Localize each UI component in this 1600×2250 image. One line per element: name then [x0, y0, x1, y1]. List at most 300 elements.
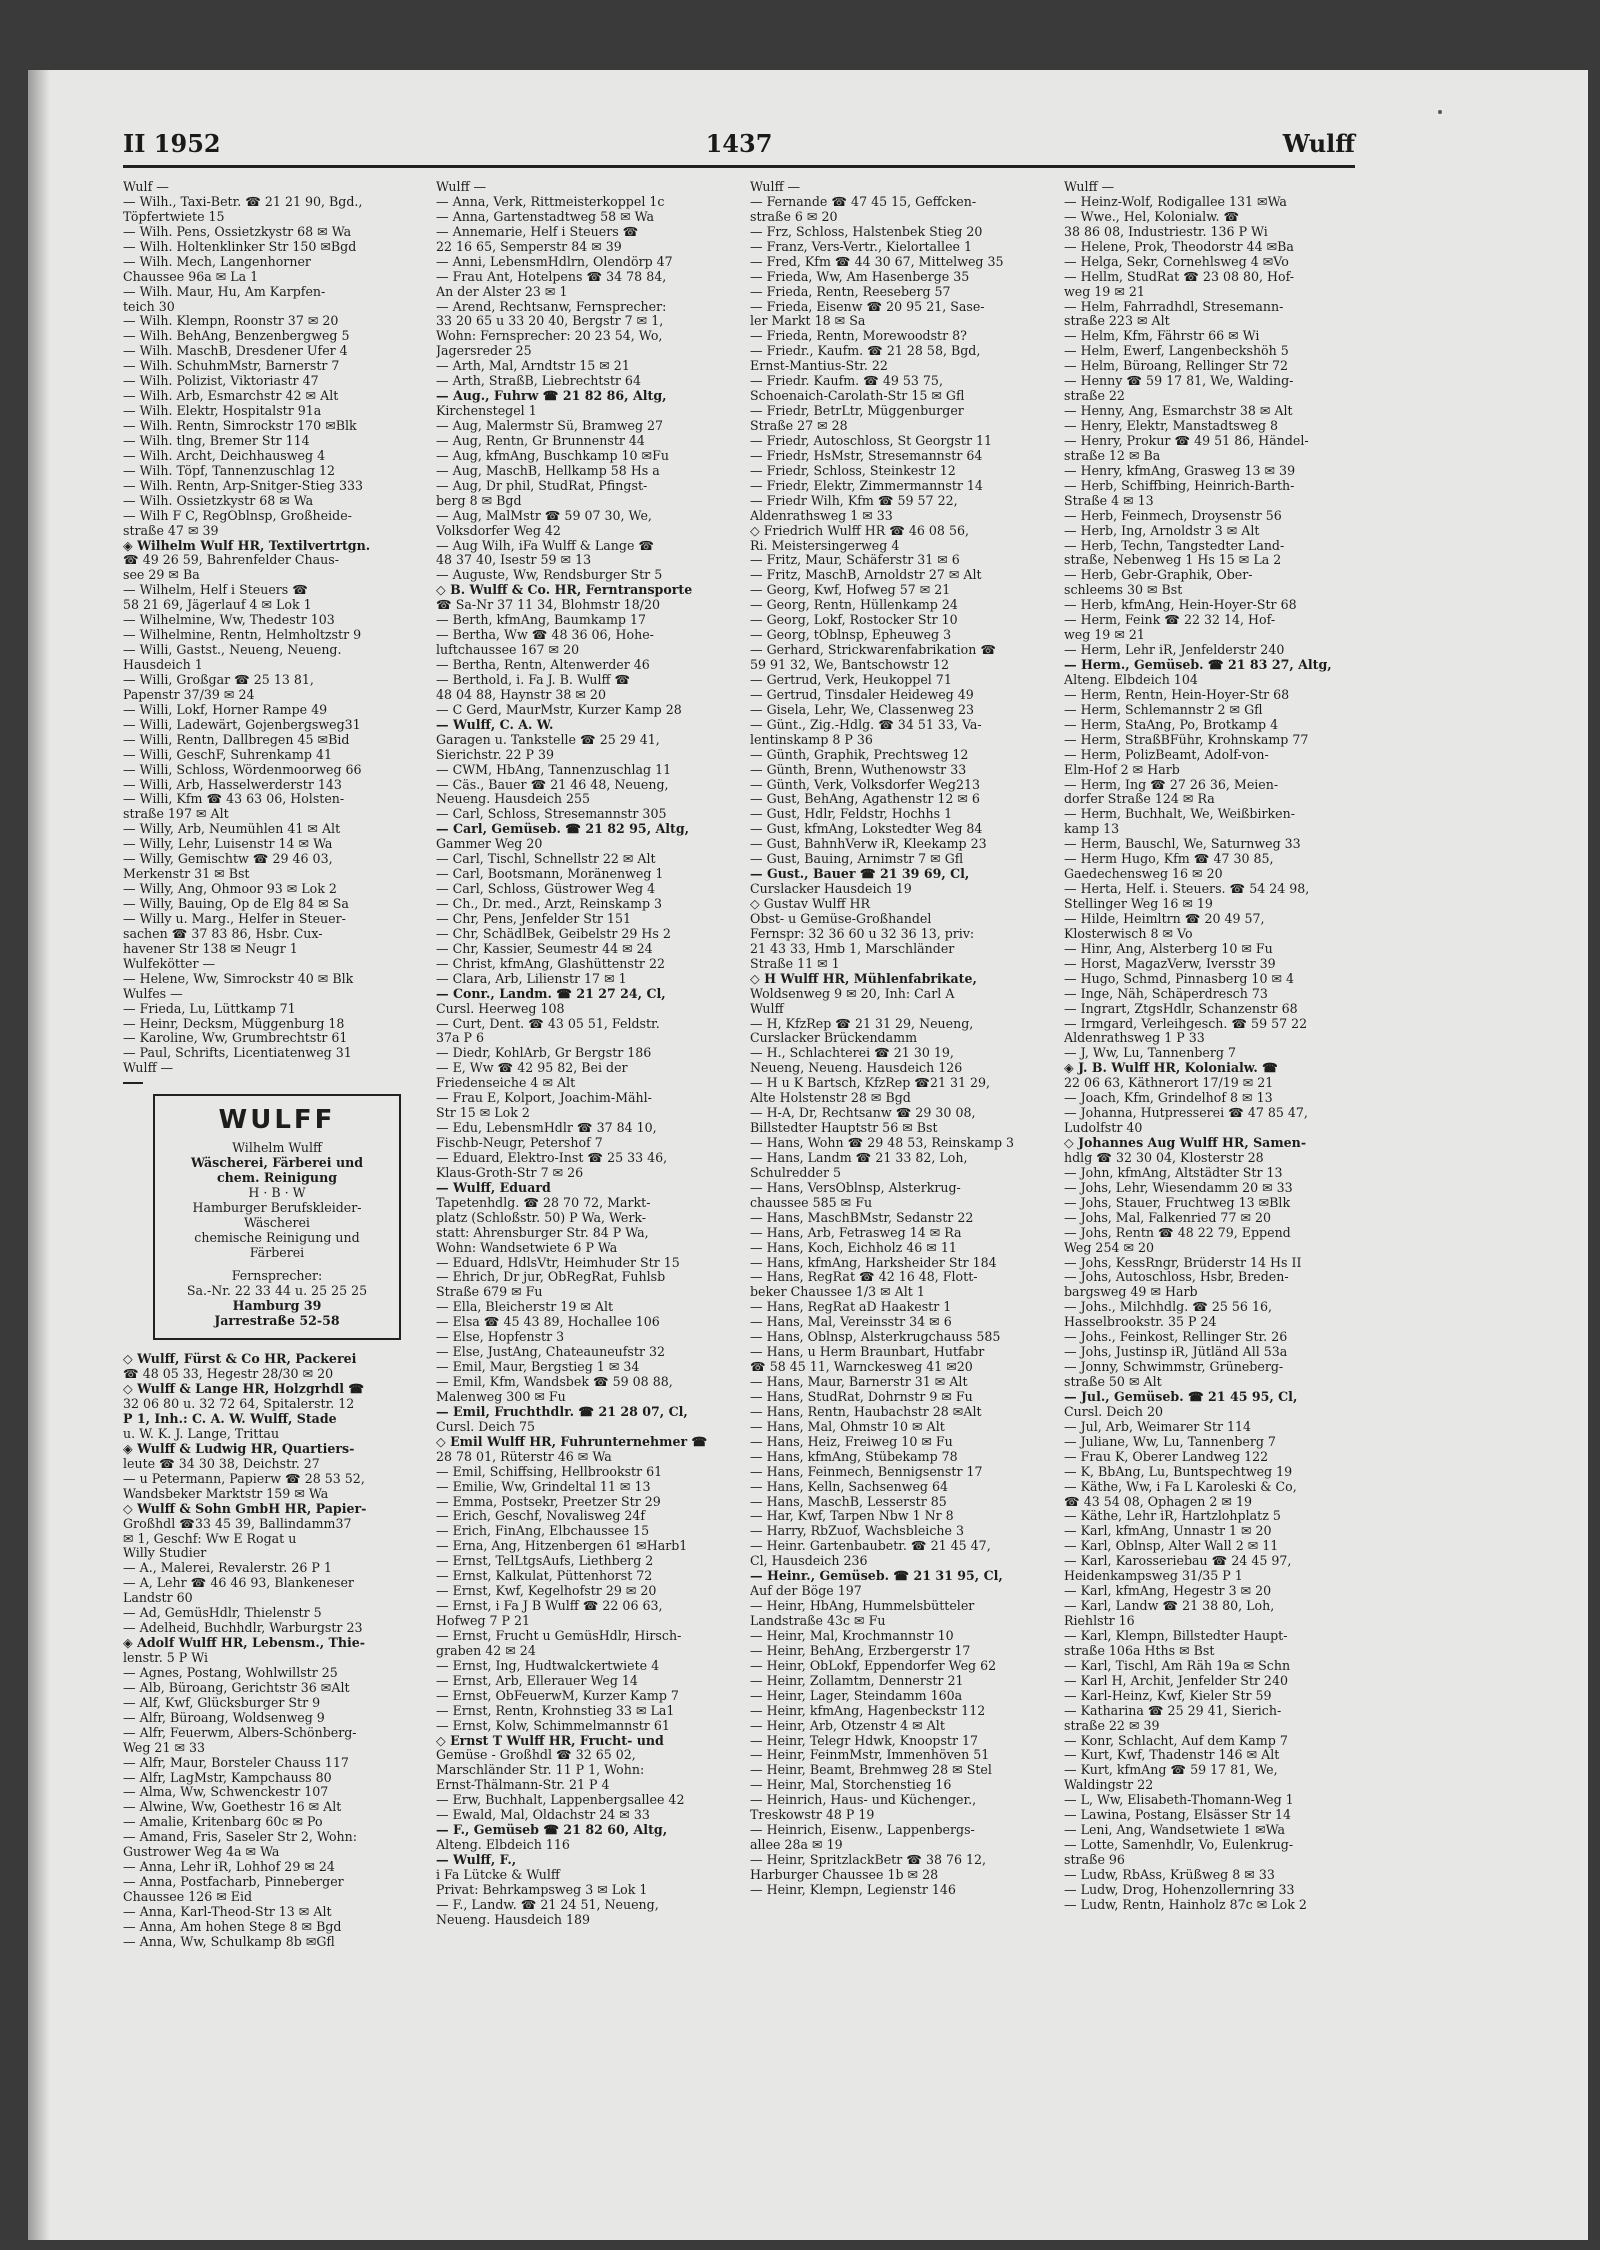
- ad-line: Hamburg 39: [232, 1298, 322, 1314]
- directory-entry: sachen ☎ 37 83 86, Hsbr. Cux-: [123, 926, 323, 941]
- directory-entry: — Karoline, Ww, Grumbrechtstr 61: [123, 1031, 348, 1046]
- directory-entry: — Herm, Rentn, Hein-Hoyer-Str 68: [1064, 687, 1290, 702]
- directory-entry: — Gisela, Lehr, We, Classenweg 23: [750, 702, 975, 717]
- directory-entry: — Gerhard, Strickwarenfabrikation ☎: [750, 643, 997, 658]
- directory-entry: Schoenaich-Carolath-Str 15 ✉ Gfl: [750, 389, 965, 404]
- directory-entry: — Heinrich, Eisenw., Lappenbergs-: [750, 1823, 975, 1838]
- directory-entry: — Anna, Postfacharb, Pinneberger: [123, 1875, 344, 1890]
- directory-entry: — Else, JustAng, Chateauneufstr 32: [436, 1345, 665, 1360]
- directory-entry: — Bertha, Rentn, Altenwerder 46: [436, 658, 650, 672]
- directory-entry: Alte Holstenstr 28 ✉ Bgd: [750, 1091, 911, 1106]
- directory-entry: — Anna, Gartenstadtweg 58 ✉ Wa: [436, 209, 655, 224]
- directory-entry: — Emma, Postsekr, Preetzer Str 29: [436, 1494, 661, 1509]
- directory-entry: — Wwe., Hel, Kolonialw. ☎: [1064, 209, 1240, 224]
- directory-entry: — Alma, Ww, Schwenckestr 107: [123, 1785, 329, 1800]
- directory-entry: — Cäs., Bauer ☎ 21 46 48, Neueng,: [436, 777, 669, 792]
- directory-entry: 48 04 88, Haynstr 38 ✉ 20: [436, 687, 606, 702]
- directory-entry: — Conr., Landm. ☎ 21 27 24, Cl,: [436, 986, 666, 1001]
- directory-entry: — Hans, Feinmech, Bennigsenstr 17: [750, 1464, 983, 1479]
- directory-entry: — Willi, Gastst., Neueng, Neueng.: [123, 643, 342, 658]
- directory-entry: — Friedr. Kaufm. ☎ 49 53 75,: [750, 374, 943, 389]
- directory-entry: ◇ Emil Wulff HR, Fuhrunternehmer ☎: [436, 1434, 708, 1449]
- directory-entry: kamp 13: [1064, 822, 1120, 837]
- directory-entry: — Katharina ☎ 25 29 41, Sierich-: [1064, 1703, 1282, 1718]
- directory-entry: Curslacker Hausdeich 19: [750, 882, 912, 897]
- directory-entry: — Carl, Tischl, Schnellstr 22 ✉ Alt: [436, 852, 656, 867]
- directory-entry: ☎ 58 45 11, Warnckesweg 41 ✉20: [750, 1360, 973, 1375]
- directory-entry: — Gust, BehAng, Agathenstr 12 ✉ 6: [750, 792, 980, 807]
- directory-entry: — Wilh. Elektr, Hospitalstr 91a: [123, 404, 322, 419]
- directory-entry: — Paul, Schrifts, Licentiatenweg 31: [123, 1046, 352, 1061]
- directory-entry: — Georg, Kwf, Hofweg 57 ✉ 21: [750, 583, 951, 598]
- directory-entry: — Heinr, Decksm, Müggenburg 18: [123, 1016, 345, 1031]
- directory-entry: — Herb, kfmAng, Hein-Hoyer-Str 68: [1064, 598, 1297, 613]
- directory-entry: — Carl, Schloss, Stresemannstr 305: [436, 807, 667, 822]
- directory-entry: — Lotte, Samenhdlr, Vo, Eulenkrug-: [1064, 1838, 1294, 1853]
- directory-entry: allee 28a ✉ 19: [750, 1838, 843, 1853]
- ad-line: Wäscherei, Färberei und: [190, 1155, 364, 1171]
- directory-entry: — Hans, Mal, Ohmstr 10 ✉ Alt: [750, 1419, 945, 1434]
- directory-entry: Waldingstr 22: [1064, 1778, 1154, 1793]
- directory-entry: Wohn: Fernsprecher: 20 23 54, Wo,: [436, 329, 663, 344]
- directory-entry: — u Petermann, Papierw ☎ 28 53 52,: [123, 1471, 365, 1486]
- directory-entry: — Heinr, Mal, Storchenstieg 16: [750, 1778, 952, 1793]
- ad-line: H · B · W: [248, 1185, 306, 1201]
- directory-entry: — Emil, Fruchthdlr. ☎ 21 28 07, Cl,: [436, 1404, 688, 1419]
- directory-entry: — Hellm, StudRat ☎ 23 08 80, Hof-: [1064, 269, 1295, 284]
- directory-entry: schleems 30 ✉ Bst: [1064, 583, 1183, 598]
- directory-entry: Heidenkampsweg 31/35 P 1: [1064, 1569, 1243, 1584]
- directory-entry: — Arth, Mal, Arndtstr 15 ✉ 21: [436, 359, 630, 374]
- directory-entry: — Hans, kfmAng, Stübekamp 78: [750, 1449, 958, 1464]
- directory-entry: — Wilh. tlng, Bremer Str 114: [123, 433, 310, 448]
- directory-entry: — Wilh. Klempn, Roonstr 37 ✉ 20: [123, 314, 339, 329]
- directory-entry: Straße 4 ✉ 13: [1064, 493, 1154, 508]
- directory-entry: — Heinr, Lager, Steindamm 160a: [750, 1688, 963, 1703]
- directory-entry: — Ella, Bleicherstr 19 ✉ Alt: [436, 1300, 614, 1315]
- directory-entry: — Aug., Fuhrw ☎ 21 82 86, Altg,: [436, 389, 667, 404]
- directory-entry: — Wilhelmine, Ww, Thedestr 103: [123, 613, 335, 628]
- directory-entry: berg 8 ✉ Bgd: [436, 493, 522, 508]
- directory-entry: — Aug, MaschB, Hellkamp 58 Hs a: [436, 463, 660, 478]
- directory-entry: 37a P 6: [436, 1031, 485, 1046]
- directory-entry: ◇ Wulff & Lange HR, Holzgrhdl ☎: [123, 1382, 365, 1397]
- directory-entry: — Friedr, BetrLtr, Müggenburger: [750, 404, 964, 419]
- directory-entry: — Adelheid, Buchhdlr, Warburgstr 23: [123, 1621, 363, 1636]
- directory-entry: — Henny, Ang, Esmarchstr 38 ✉ Alt: [1064, 404, 1293, 419]
- directory-entry: — Ernst, Ing, Hudtwalckertwiete 4: [436, 1658, 660, 1673]
- directory-entry: straße 50 ✉ Alt: [1064, 1375, 1162, 1389]
- directory-entry: — Joach, Kfm, Grindelhof 8 ✉ 13: [1064, 1091, 1273, 1106]
- directory-entry: — Karl, Klempn, Billstedter Haupt-: [1064, 1628, 1288, 1643]
- directory-entry: — Heinr, ObLokf, Eppendorfer Weg 62: [750, 1658, 997, 1673]
- directory-entry: — Alfr, Büroang, Woldsenweg 9: [123, 1710, 325, 1725]
- directory-entry: ◇ Ernst T Wulff HR, Frucht- und: [436, 1733, 664, 1748]
- directory-entry: — Karl, Oblnsp, Alter Wall 2 ✉ 11: [1064, 1539, 1279, 1554]
- directory-entry: — Fritz, MaschB, Arnoldstr 27 ✉ Alt: [750, 568, 982, 583]
- directory-entry: lenstr. 5 P Wi: [123, 1651, 209, 1665]
- directory-entry: — Helm, Fahrradhdl, Stresemann-: [1064, 299, 1284, 314]
- directory-entry: — Eduard, Elektro-Inst ☎ 25 33 46,: [436, 1150, 668, 1165]
- directory-entry: Friedenseiche 4 ✉ Alt: [436, 1076, 576, 1091]
- directory-entry: — Wilhelmine, Rentn, Helmholtzstr 9: [123, 628, 362, 643]
- directory-entry: — Alfr, LagMstr, Kampchauss 80: [123, 1770, 332, 1785]
- directory-entry: — Herm., Gemüseb. ☎ 21 83 27, Altg,: [1064, 658, 1332, 672]
- directory-entry: — Johs, Lehr, Wiesendamm 20 ✉ 33: [1064, 1180, 1293, 1195]
- directory-entry: 21 43 33, Hmb 1, Marschländer: [750, 941, 955, 956]
- directory-entry: — Johs, Justinsp iR, Jütländ All 53a: [1064, 1345, 1288, 1360]
- directory-entry: bargsweg 49 ✉ Harb: [1064, 1285, 1198, 1300]
- directory-entry: — Herta, Helf. i. Steuers. ☎ 54 24 98,: [1064, 882, 1310, 897]
- directory-entry: 58 21 69, Jägerlauf 4 ✉ Lok 1: [123, 598, 312, 613]
- directory-entry: 22 16 65, Semperstr 84 ✉ 39: [436, 239, 622, 254]
- directory-entry: — Edu, LebensmHdlr ☎ 37 84 10,: [436, 1121, 657, 1136]
- directory-entry: — Kurt, Kwf, Thadenstr 146 ✉ Alt: [1064, 1748, 1280, 1763]
- directory-entry: — Ludw, Rentn, Hainholz 87c ✉ Lok 2: [1064, 1897, 1307, 1912]
- directory-entry: — Hans, RegRat aD Haakestr 1: [750, 1300, 952, 1315]
- directory-entry: — Karl, Landw ☎ 21 38 80, Loh,: [1064, 1599, 1275, 1614]
- directory-entry: Hausdeich 1: [123, 658, 203, 672]
- directory-entry: Straße 11 ✉ 1: [750, 956, 840, 971]
- directory-entry: — Karl-Heinz, Kwf, Kieler Str 59: [1064, 1688, 1272, 1703]
- directory-entry: — Anna, Ww, Schulkamp 8b ✉Gfl: [123, 1934, 335, 1949]
- directory-entry: straße 6 ✉ 20: [750, 209, 838, 224]
- directory-entry: weg 19 ✉ 21: [1064, 628, 1145, 643]
- directory-entry: — Friedr, HsMstr, Stresemannstr 64: [750, 448, 983, 463]
- directory-entry: luftchaussee 167 ✉ 20: [436, 643, 580, 658]
- directory-entry: teich 30: [123, 299, 175, 314]
- directory-entry: — Frieda, Ww, Am Hasenberge 35: [750, 269, 970, 284]
- directory-entry: — Frieda, Lu, Lüttkamp 71: [123, 1001, 296, 1016]
- directory-entry: — Wulff, C. A. W.: [436, 717, 554, 732]
- directory-entry: ◇ B. Wulff & Co. HR, Ferntransporte: [436, 583, 693, 598]
- directory-entry: — Hans, Landm ☎ 21 33 82, Loh,: [750, 1150, 968, 1165]
- directory-entry: ☎ Sa-Nr 37 11 34, Blohmstr 18/20: [436, 598, 660, 613]
- directory-entry: — Berthold, i. Fa J. B. Wulff ☎: [436, 672, 631, 687]
- directory-entry: — Heinr, Telegr Hdwk, Knoopstr 17: [750, 1733, 979, 1748]
- directory-entry: — Heinr, Klempn, Legienstr 146: [750, 1882, 956, 1897]
- directory-entry: — F., Landw. ☎ 21 24 51, Neueng,: [436, 1897, 659, 1912]
- directory-entry: ☎ 43 54 08, Ophagen 2 ✉ 19: [1064, 1494, 1253, 1509]
- directory-entry: — Wilh. Pens, Ossietzkystr 68 ✉ Wa: [123, 224, 352, 239]
- directory-entry: — Wilh. Maur, Hu, Am Karpfen-: [123, 284, 326, 299]
- directory-entry: — Frieda, Rentn, Reeseberg 57: [750, 284, 951, 299]
- directory-entry: — Gust, BahnhVerw iR, Kleekamp 23: [750, 837, 987, 852]
- directory-entry: — Günth, Graphik, Prechtsweg 12: [750, 747, 969, 762]
- directory-entry: — Aug, Dr phil, StudRat, Pfingst-: [436, 478, 648, 493]
- directory-entry: — Heinr, HbAng, Hummelsbütteler: [750, 1599, 975, 1614]
- directory-entry: — Ernst, Kalkulat, Püttenhorst 72: [436, 1569, 653, 1584]
- speck: [1438, 110, 1442, 114]
- directory-entry: — Agnes, Postang, Wohlwillstr 25: [123, 1665, 338, 1680]
- directory-entry: — Herb, Feinmech, Droysenstr 56: [1064, 508, 1282, 523]
- directory-entry: ☎ 48 05 33, Hegestr 28/30 ✉ 20: [123, 1367, 334, 1382]
- directory-entry: — Gertrud, Tinsdaler Heideweg 49: [750, 687, 974, 702]
- directory-entry: — Fred, Kfm ☎ 44 30 67, Mittelweg 35: [750, 254, 1004, 269]
- directory-entry: — Hinr, Ang, Alsterberg 10 ✉ Fu: [1064, 941, 1273, 956]
- directory-entry: — Leni, Ang, Wandsetwiete 1 ✉Wa: [1064, 1823, 1286, 1838]
- ad-line: chemische Reinigung und: [194, 1230, 360, 1246]
- directory-entry: Chaussee 126 ✉ Eid: [123, 1890, 253, 1904]
- directory-entry: — Herb, Gebr-Graphik, Ober-: [1064, 568, 1253, 583]
- directory-entry: — Herm, StaAng, Po, Brotkamp 4: [1064, 717, 1279, 732]
- directory-entry: chaussee 585 ✉ Fu: [750, 1195, 873, 1210]
- directory-entry: — Wilh. BehAng, Benzenbergweg 5: [123, 329, 350, 344]
- directory-entry: Schulredder 5: [750, 1165, 842, 1180]
- directory-entry: Klosterwisch 8 ✉ Vo: [1064, 926, 1193, 941]
- directory-entry: straße, Nebenweg 1 Hs 15 ✉ La 2: [1064, 553, 1282, 568]
- directory-entry: — Alfr, Maur, Borsteler Chauss 117: [123, 1755, 349, 1770]
- directory-entry: ler Markt 18 ✉ Sa: [750, 314, 866, 329]
- directory-entry: — Johs., Feinkost, Rellinger Str. 26: [1064, 1330, 1288, 1345]
- directory-entry: ◇ H Wulff HR, Mühlenfabrikate,: [750, 971, 977, 986]
- directory-entry: Aldenrathsweg 1 P 33: [1064, 1031, 1205, 1046]
- directory-entry: 48 37 40, Isestr 59 ✉ 13: [436, 553, 592, 568]
- directory-entry: Wulff —: [123, 1061, 174, 1076]
- directory-entry: — Berth, kfmAng, Baumkamp 17: [436, 613, 646, 628]
- ad-line: Jarrestraße 52-58: [214, 1313, 340, 1329]
- directory-entry: — Karl, kfmAng, Unnastr 1 ✉ 20: [1064, 1524, 1272, 1539]
- directory-entry: Wulfes —: [123, 986, 183, 1001]
- column-4: [1064, 180, 1356, 1913]
- directory-entry: hdlg ☎ 32 30 04, Klosterstr 28: [1064, 1150, 1264, 1165]
- directory-entry: — Carl, Schloss, Güstrower Weg 4: [436, 882, 656, 897]
- directory-entry: Papenstr 37/39 ✉ 24: [123, 687, 255, 702]
- directory-entry: — Günth, Brenn, Wuthenowstr 33: [750, 762, 967, 777]
- directory-entry: — Hans, Maur, Barnerstr 31 ✉ Alt: [750, 1375, 968, 1389]
- directory-entry: straße 96: [1064, 1853, 1125, 1867]
- directory-entry: ☎ 49 26 59, Bahrenfelder Chaus-: [123, 553, 340, 568]
- directory-entry: — Johs., Milchhdlg. ☎ 25 56 16,: [1064, 1300, 1272, 1315]
- directory-entry: Merkenstr 31 ✉ Bst: [123, 867, 250, 882]
- directory-entry: — Hans, MaschBMstr, Sedanstr 22: [750, 1210, 974, 1225]
- directory-entry: — Hans, Rentn, Haubachstr 28 ✉Alt: [750, 1404, 982, 1419]
- directory-entry: — Heinr, FeinmMstr, Immenhöven 51: [750, 1748, 990, 1763]
- directory-entry: — Heinr, Beamt, Brehmweg 28 ✉ Stel: [750, 1763, 992, 1778]
- directory-entry: Jagersreder 25: [436, 344, 532, 359]
- directory-entry: ◈ Wilhelm Wulf HR, Textilvertrtgn.: [123, 538, 371, 553]
- directory-entry: — Heinr, Zollamtm, Dennerstr 21: [750, 1673, 964, 1688]
- directory-entry: — Wilh. Töpf, Tannenzuschlag 12: [123, 463, 335, 478]
- directory-entry: — Jonny, Schwimmstr, Grüneberg-: [1064, 1360, 1284, 1375]
- directory-entry: — Herb, Schiffbing, Heinrich-Barth-: [1064, 478, 1295, 493]
- ad-line: Fernsprecher:: [231, 1268, 323, 1284]
- ad-line: Hamburger Berufskleider-: [192, 1200, 362, 1216]
- directory-entry: Neueng, Neueng. Hausdeich 126: [750, 1061, 963, 1076]
- directory-entry: Neueng. Hausdeich 189: [436, 1912, 591, 1927]
- directory-entry: see 29 ✉ Ba: [123, 568, 200, 583]
- directory-entry: — Anna, Karl-Theod-Str 13 ✉ Alt: [123, 1904, 332, 1919]
- directory-entry: — Aug, Malermstr Sü, Bramweg 27: [436, 419, 664, 433]
- directory-entry: — L, Ww, Elisabeth-Thomann-Weg 1: [1064, 1793, 1294, 1808]
- directory-entry: — Käthe, Ww, i Fa L Karoleski & Co,: [1064, 1479, 1297, 1494]
- directory-entry: — Gust, kfmAng, Lokstedter Weg 84: [750, 822, 983, 837]
- directory-entry: — Käthe, Lehr iR, Hartzlohplatz 5: [1064, 1509, 1281, 1524]
- directory-entry: — Alb, Büroang, Gerichtstr 36 ✉Alt: [123, 1680, 350, 1695]
- directory-entry: Ernst-Mantius-Str. 22: [750, 359, 888, 374]
- directory-entry: — Ch., Dr. med., Arzt, Reinskamp 3: [436, 897, 663, 911]
- directory-entry: — Willy, Arb, Neumühlen 41 ✉ Alt: [123, 822, 341, 837]
- directory-entry: — Hugo, Schmd, Pinnasberg 10 ✉ 4: [1064, 971, 1295, 986]
- directory-entry: — Willi, Rentn, Dallbregen 45 ✉Bid: [123, 732, 350, 747]
- directory-entry: — Hans, Arb, Fetrasweg 14 ✉ Ra: [750, 1225, 962, 1240]
- directory-entry: — Herm, Ing ☎ 27 26 36, Meien-: [1064, 777, 1279, 792]
- directory-entry: — Emil, Kfm, Wandsbek ☎ 59 08 88,: [436, 1375, 673, 1389]
- directory-entry: Neueng. Hausdeich 255: [436, 792, 591, 807]
- directory-entry: — Elsa ☎ 45 43 89, Hochallee 106: [436, 1315, 660, 1330]
- directory-entry: — Henny ☎ 59 17 81, We, Walding-: [1064, 374, 1294, 389]
- directory-entry: — Wilh. SchuhmMstr, Barnerstr 7: [123, 359, 340, 374]
- directory-entry: ◇ Gustav Wulff HR: [750, 897, 870, 911]
- directory-entry: straße 197 ✉ Alt: [123, 807, 229, 822]
- directory-entry: — Hans, Wohn ☎ 29 48 53, Reinskamp 3: [750, 1136, 1015, 1150]
- directory-entry: — Ernst, Frucht u GemüsHdlr, Hirsch-: [436, 1628, 682, 1643]
- directory-entry: — Johs, Mal, Falkenried 77 ✉ 20: [1064, 1210, 1272, 1225]
- directory-entry: Garagen u. Tankstelle ☎ 25 29 41,: [436, 732, 660, 747]
- directory-entry: — Herb, Techn, Tangstedter Land-: [1064, 538, 1285, 553]
- directory-entry: — Curt, Dent. ☎ 43 05 51, Feldstr.: [436, 1016, 660, 1031]
- directory-entry: — Heinr, kfmAng, Hagenbeckstr 112: [750, 1703, 986, 1718]
- directory-entry: Landstr 60: [123, 1591, 193, 1606]
- directory-entry: — Willy, Ang, Ohmoor 93 ✉ Lok 2: [123, 882, 337, 897]
- directory-entry: — Lawina, Postang, Elsässer Str 14: [1064, 1808, 1291, 1823]
- directory-entry: — Henry, Prokur ☎ 49 51 86, Händel-: [1064, 433, 1309, 448]
- directory-entry: Ri. Meistersingerweg 4: [750, 538, 900, 553]
- directory-entry: — Karl H, Archit, Jenfelder Str 240: [1064, 1673, 1288, 1688]
- directory-entry: — Herb, Ing, Arnoldstr 3 ✉ Alt: [1064, 523, 1260, 538]
- directory-entry: Weg 254 ✉ 20: [1064, 1240, 1155, 1255]
- directory-entry: — Herm, PolizBeamt, Adolf-von-: [1064, 747, 1269, 762]
- directory-entry: — Anna, Verk, Rittmeisterkoppel 1c: [436, 194, 665, 209]
- directory-entry: — A, Lehr ☎ 46 46 93, Blankeneser: [123, 1576, 354, 1591]
- directory-entry: — Annemarie, Helf i Steuers ☎: [436, 224, 639, 239]
- directory-entry: — Wilh. MaschB, Dresdener Ufer 4: [123, 344, 348, 359]
- directory-entry: — Friedr, Elektr, Zimmermannstr 14: [750, 478, 983, 493]
- directory-entry: — Wilh. Polizist, Viktoriastr 47: [123, 374, 319, 389]
- directory-entry: — Arend, Rechtsanw, Fernsprecher:: [436, 299, 667, 314]
- directory-entry: 59 91 32, We, Bantschowstr 12: [750, 658, 949, 672]
- directory-entry: — Herm, Buchhalt, We, Weißbirken-: [1064, 807, 1295, 822]
- directory-entry: — Herm, Feink ☎ 22 32 14, Hof-: [1064, 613, 1276, 628]
- directory-entry: — Clara, Arb, Lilienstr 17 ✉ 1: [436, 971, 627, 986]
- ad-line: Sa.-Nr. 22 33 44 u. 25 25 25: [186, 1283, 368, 1299]
- directory-entry: — Juliane, Ww, Lu, Tannenberg 7: [1064, 1434, 1276, 1449]
- directory-entry: straße 12 ✉ Ba: [1064, 448, 1161, 463]
- directory-entry: Großhdl ☎33 45 39, Ballindamm37: [123, 1516, 352, 1531]
- directory-entry: — A., Malerei, Revalerstr. 26 P 1: [123, 1561, 332, 1576]
- directory-entry: Harburger Chaussee 1b ✉ 28: [750, 1867, 939, 1882]
- directory-entry: — Heinr., Gemüseb. ☎ 21 31 95, Cl,: [750, 1569, 1003, 1584]
- directory-entry: Treskowstr 48 P 19: [750, 1808, 875, 1823]
- directory-entry: — Emil, Schiffsing, Hellbrookstr 61: [436, 1464, 663, 1479]
- directory-entry: havener Str 138 ✉ Neugr 1: [123, 941, 298, 956]
- ad-line: chem. Reinigung: [216, 1170, 338, 1186]
- directory-entry: Alteng. Elbdeich 104: [1064, 672, 1198, 687]
- directory-entry: — Irmgard, Verleihgesch. ☎ 59 57 22: [1064, 1016, 1308, 1031]
- directory-entry: Obst- u Gemüse-Großhandel: [750, 911, 932, 926]
- directory-entry: — Erich, FinAng, Elbchaussee 15: [436, 1524, 650, 1539]
- directory-entry: — Johanna, Hutpresserei ☎ 47 85 47,: [1064, 1106, 1308, 1121]
- directory-entry: Hasselbrookstr. 35 P 24: [1064, 1315, 1217, 1330]
- directory-entry: — Wilh. Rentn, Simrockstr 170 ✉Blk: [123, 419, 357, 433]
- directory-entry: — Friedr, Autoschloss, St Georgstr 11: [750, 433, 992, 448]
- directory-entry: — Wulff, F.,: [436, 1853, 517, 1867]
- directory-entry: — H., Schlachterei ☎ 21 30 19,: [750, 1046, 954, 1061]
- directory-entry: Cursl. Deich 75: [436, 1419, 536, 1434]
- directory-entry: — Helene, Prok, Theodorstr 44 ✉Ba: [1064, 239, 1294, 254]
- directory-entry: — Herm, Bauschl, We, Saturnweg 33: [1064, 837, 1301, 852]
- directory-entry: Wulff: [750, 1001, 784, 1016]
- directory-entry: — Eduard, HdlsVtr, Heimhuder Str 15: [436, 1255, 680, 1270]
- directory-entry: — Henry, Elektr, Manstadtsweg 8: [1064, 419, 1279, 433]
- directory-entry: — Johs, Rentn ☎ 48 22 79, Eppend: [1064, 1225, 1291, 1240]
- directory-entry: — Friedr, Schloss, Steinkestr 12: [750, 463, 956, 478]
- directory-entry: straße 22: [1064, 389, 1125, 404]
- directory-entry: — Heinz-Wolf, Rodigallee 131 ✉Wa: [1064, 194, 1287, 209]
- directory-entry: — Willy, Bauing, Op de Elg 84 ✉ Sa: [123, 897, 349, 911]
- directory-entry: — Johs, KessRngr, Brüderstr 14 Hs II: [1064, 1255, 1302, 1270]
- directory-entry: — Ludw, Drog, Hohenzollernring 33: [1064, 1882, 1295, 1897]
- directory-entry: Hofweg 7 P 21: [436, 1614, 531, 1628]
- directory-entry: — Aug, MalMstr ☎ 59 07 30, We,: [436, 508, 652, 523]
- directory-entry: — Chr, Pens, Jenfelder Str 151: [436, 911, 631, 926]
- directory-entry: — Ernst, ObFeuerwM, Kurzer Kamp 7: [436, 1688, 679, 1703]
- directory-entry: — Ad, GemüsHdlr, Thielenstr 5: [123, 1606, 322, 1621]
- directory-entry: Marschländer Str. 11 P 1, Wohn:: [436, 1763, 645, 1778]
- directory-entry: — Jul, Arb, Weimarer Str 114: [1064, 1419, 1252, 1434]
- directory-entry: — Helene, Ww, Simrockstr 40 ✉ Blk: [123, 971, 354, 986]
- directory-entry: — Willy, Gemischtw ☎ 29 46 03,: [123, 852, 333, 867]
- directory-entry: — Willi, Großgar ☎ 25 13 81,: [123, 672, 314, 687]
- directory-entry: Privat: Behrkampsweg 3 ✉ Lok 1: [436, 1882, 648, 1897]
- directory-entry: — Hans, MaschB, Lesserstr 85: [750, 1494, 947, 1509]
- directory-entry: — Helga, Sekr, Cornehlsweg 4 ✉Vo: [1064, 254, 1289, 269]
- directory-entry: Riehlstr 16: [1064, 1614, 1135, 1628]
- directory-entry: graben 42 ✉ 24: [436, 1643, 536, 1658]
- directory-entry: — Willi, Kfm ☎ 43 63 06, Holsten-: [123, 792, 345, 807]
- directory-entry: Billstedter Hauptstr 56 ✉ Bst: [750, 1121, 938, 1136]
- directory-entry: — Helm, Ewerf, Langenbeckshöh 5: [1064, 344, 1289, 359]
- directory-entry: — Fritz, Maur, Schäferstr 31 ✉ 6: [750, 553, 960, 568]
- directory-entry: — Georg, Lokf, Rostocker Str 10: [750, 613, 958, 628]
- directory-entry: — Diedr, KohlArb, Gr Bergstr 186: [436, 1046, 652, 1061]
- directory-entry: Gammer Weg 20: [436, 837, 543, 852]
- directory-entry: leute ☎ 34 30 38, Deichstr. 27: [123, 1456, 320, 1471]
- directory-entry: — Heinr, BehAng, Erzbergerstr 17: [750, 1643, 971, 1658]
- directory-entry: Wohn: Wandsetwiete 6 P Wa: [436, 1240, 618, 1255]
- directory-entry: Tapetenhdlg. ☎ 28 70 72, Markt-: [436, 1195, 651, 1210]
- directory-entry: — Chr, SchädlBek, Geibelstr 29 Hs 2: [436, 926, 671, 941]
- directory-entry: — Ernst, Kwf, Kegelhofstr 29 ✉ 20: [436, 1584, 657, 1599]
- directory-entry: — Bertha, Ww ☎ 48 36 06, Hohe-: [436, 628, 654, 643]
- directory-entry: — Ludw, RbAss, Krüßweg 8 ✉ 33: [1064, 1867, 1275, 1882]
- directory-entry: — Ernst, Arb, Ellerauer Weg 14: [436, 1673, 638, 1688]
- directory-entry: An der Alster 23 ✉ 1: [436, 284, 568, 299]
- directory-entry: — Ernst, Kolw, Schimmelmannstr 61: [436, 1718, 670, 1733]
- directory-entry: — Aug, kfmAng, Buschkamp 10 ✉Fu: [436, 448, 669, 463]
- directory-entry: — F., Gemüseb ☎ 21 82 60, Altg,: [436, 1823, 668, 1838]
- ad-line: Färberei: [249, 1245, 305, 1261]
- directory-entry: — Frau Ant, Hotelpens ☎ 34 78 84,: [436, 269, 667, 284]
- directory-entry: i Fa Lütcke & Wulff: [436, 1867, 560, 1882]
- directory-entry: — Fernande ☎ 47 45 15, Geffcken-: [750, 194, 977, 209]
- directory-entry: — Wilh. Rentn, Arp-Snitger-Stieg 333: [123, 478, 364, 493]
- directory-entry: — Christ, kfmAng, Glashüttenstr 22: [436, 956, 665, 971]
- directory-entry: Ludolfstr 40: [1064, 1121, 1143, 1136]
- directory-entry: Kirchenstegel 1: [436, 404, 537, 419]
- directory-entry: — Herm Hugo, Kfm ☎ 47 30 85,: [1064, 852, 1274, 867]
- directory-entry: — Hans, Heiz, Freiweg 10 ✉ Fu: [750, 1434, 953, 1449]
